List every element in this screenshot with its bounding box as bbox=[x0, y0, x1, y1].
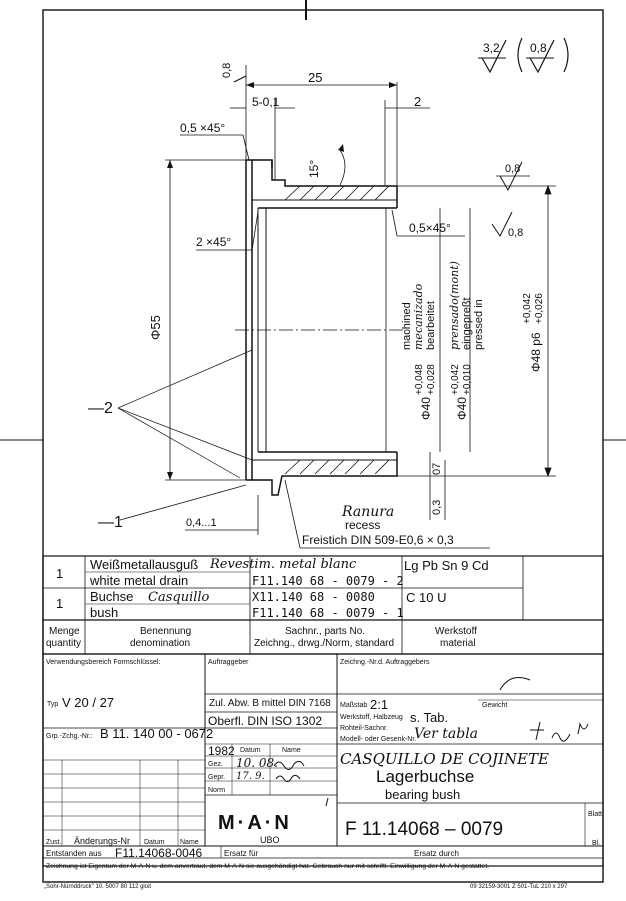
svg-text:Φ48 p6: Φ48 p6 bbox=[529, 332, 543, 372]
svg-text:Verwendungsbereich Formschlüs: Verwendungsbereich Formschlüssel: bbox=[46, 659, 161, 666]
bore-note-machined bbox=[401, 283, 437, 420]
svg-text:Freistich DIN 509-E0,6 × 0,3: Freistich DIN 509-E0,6 × 0,3 bbox=[302, 533, 454, 547]
svg-text:0,8: 0,8 bbox=[530, 41, 547, 55]
svg-text:1: 1 bbox=[56, 566, 64, 581]
svg-text:Datum: Datum bbox=[144, 839, 165, 846]
svg-text:C 10 U: C 10 U bbox=[406, 590, 447, 605]
svg-text:F11.14068-0046: F11.14068-0046 bbox=[115, 846, 203, 860]
svg-text:+0,028: +0,028 bbox=[426, 364, 437, 395]
material-block bbox=[340, 678, 603, 802]
svg-text:—1: —1 bbox=[98, 514, 123, 531]
chamfer-right-note bbox=[392, 210, 465, 236]
svg-text:bearbeitet: bearbeitet bbox=[425, 301, 437, 350]
title-spanish: CASQUILLO DE COJINETE bbox=[340, 750, 549, 768]
svg-text:Zeichng.-Nr.d. Auftraggebers: Zeichng.-Nr.d. Auftraggebers bbox=[340, 659, 430, 666]
svg-text:Sachnr., parts No.: Sachnr., parts No. bbox=[285, 626, 366, 637]
svg-text:X11.140 68 - 0080: X11.140 68 - 0080 bbox=[252, 590, 375, 604]
parts-row-1 bbox=[56, 557, 489, 588]
svg-text:F11.140 68 - 0079 - 1: F11.140 68 - 0079 - 1 bbox=[252, 606, 404, 620]
parts-row-2 bbox=[56, 589, 446, 620]
svg-text:Datum: Datum bbox=[240, 747, 261, 754]
dimension-length bbox=[246, 65, 397, 185]
svg-text:eingepreßt: eingepreßt bbox=[461, 297, 473, 350]
svg-text:Ranura: Ranura bbox=[342, 504, 395, 520]
svg-text:+0,042: +0,042 bbox=[522, 293, 533, 324]
recess-note bbox=[285, 480, 490, 548]
svg-text:+0,010: +0,010 bbox=[462, 364, 473, 395]
surface-symbol-general bbox=[478, 38, 568, 72]
svg-text:0,8: 0,8 bbox=[505, 163, 521, 175]
svg-text:2:1: 2:1 bbox=[370, 697, 389, 712]
dimension-flange-diameter bbox=[148, 160, 246, 480]
svg-text:Weißmetallausguß: Weißmetallausguß bbox=[90, 557, 199, 572]
title-german: Lagerbuchse bbox=[376, 767, 475, 786]
svg-text:Φ40: Φ40 bbox=[419, 397, 433, 420]
bush-section-view bbox=[246, 160, 397, 495]
svg-text:Werkstoff, Halbzeug: Werkstoff, Halbzeug bbox=[340, 714, 403, 721]
svg-text:07: 07 bbox=[431, 462, 443, 475]
svg-text:Modell- oder Gesenk-Nr.: Modell- oder Gesenk-Nr. bbox=[340, 736, 417, 743]
svg-text:Revestim. metal blanc: Revestim. metal blanc bbox=[210, 557, 357, 572]
svg-text:Ersatz durch: Ersatz durch bbox=[414, 849, 459, 858]
svg-text:1982: 1982 bbox=[208, 744, 235, 758]
parts-list-header bbox=[46, 626, 477, 649]
svg-text:Oberfl. DIN ISO 1302: Oberfl. DIN ISO 1302 bbox=[208, 714, 323, 728]
svg-text:10. 08.: 10. 08. bbox=[236, 756, 278, 770]
svg-text:V 20 / 27: V 20 / 27 bbox=[62, 695, 115, 710]
svg-text:B 11. 140 00 - 0672: B 11. 140 00 - 0672 bbox=[100, 726, 214, 741]
angle-annotation bbox=[307, 144, 345, 185]
dim-flange-thickness-label: 5-0,1 bbox=[252, 95, 280, 109]
svg-text:Rohteil-Sachnr.: Rohteil-Sachnr. bbox=[340, 725, 388, 732]
svg-text:Buchse: Buchse bbox=[90, 589, 134, 604]
svg-text:Name: Name bbox=[180, 839, 199, 846]
svg-text:F11.140 68 - 0079 - 2: F11.140 68 - 0079 - 2 bbox=[252, 574, 404, 588]
svg-text:15°: 15° bbox=[307, 159, 321, 178]
svg-text:prensado(mont): prensado(mont) bbox=[448, 261, 461, 350]
svg-text:Zust.: Zust. bbox=[46, 839, 62, 846]
footer-left: „Sohr-Nürnddruck" 10. 5007 80 112 gloit bbox=[44, 884, 152, 890]
change-list-labels bbox=[46, 836, 199, 846]
svg-text:Gewicht: Gewicht bbox=[482, 702, 508, 709]
svg-text:Änderungs-Nr: Änderungs-Nr bbox=[74, 836, 131, 846]
title-english: bearing bush bbox=[385, 787, 461, 802]
svg-text:pressed in: pressed in bbox=[473, 299, 485, 350]
svg-text:Ersatz für: Ersatz für bbox=[224, 849, 259, 858]
sheet-count-label: Bl. bbox=[592, 840, 601, 847]
footer-right: 09 32159-3001 Z 501-TuL 210 x 297 bbox=[470, 884, 568, 890]
dim-length-label: 25 bbox=[308, 70, 323, 85]
svg-text:Menge: Menge bbox=[49, 626, 80, 637]
svg-text:Typ: Typ bbox=[47, 701, 59, 708]
svg-text:Entstanden aus: Entstanden aus bbox=[46, 849, 102, 858]
chamfer-inner-left-note bbox=[196, 212, 258, 250]
svg-text:0,8: 0,8 bbox=[508, 227, 524, 239]
svg-text:+0,042: +0,042 bbox=[450, 364, 461, 395]
dim-edge-right-label: 2 bbox=[414, 94, 422, 109]
svg-text:Gez.: Gez. bbox=[208, 761, 223, 768]
svg-text:material: material bbox=[440, 638, 476, 649]
svg-text:Casquillo: Casquillo bbox=[148, 590, 210, 605]
svg-text:Φ40: Φ40 bbox=[455, 397, 469, 420]
dimension-edge-right bbox=[385, 94, 430, 185]
svg-text:Werkstoff: Werkstoff bbox=[435, 626, 477, 637]
sheet-label: Blatt bbox=[588, 811, 603, 818]
svg-text:2 ×45°: 2 ×45° bbox=[196, 235, 232, 249]
svg-text:mecanizado: mecanizado bbox=[412, 283, 425, 350]
svg-text:recess: recess bbox=[345, 518, 381, 532]
svg-text:1: 1 bbox=[56, 596, 64, 611]
drawing-number: F 11.14068 – 0079 bbox=[345, 819, 504, 840]
svg-text:Gepr.: Gepr. bbox=[208, 774, 226, 781]
dimension-flange-thickness bbox=[230, 95, 295, 180]
man-logo bbox=[218, 812, 292, 845]
svg-text:—2: —2 bbox=[88, 400, 113, 417]
surface-symbol-bore bbox=[492, 212, 523, 239]
svg-text:0,3: 0,3 bbox=[431, 499, 443, 515]
svg-text:Norm: Norm bbox=[208, 787, 226, 794]
svg-text:Grp.-Zchg.-Nr.:: Grp.-Zchg.-Nr.: bbox=[46, 733, 93, 740]
svg-text:+0,026: +0,026 bbox=[534, 293, 545, 324]
svg-text:Auftraggeber: Auftraggeber bbox=[208, 659, 249, 666]
ownership-notice: Zeichnung ist Eigentum der M·A·N u. dem anvertraut, dem M·A·N sie ausgehändigt hat. Gebrauch nur mit schriftl. Einwilligung der M·A·N gestattet. bbox=[46, 863, 490, 870]
svg-text:UBO: UBO bbox=[260, 835, 280, 845]
outer-diameter-note bbox=[522, 293, 545, 372]
recess-small-dims bbox=[430, 452, 445, 520]
svg-text:Name: Name bbox=[282, 747, 301, 754]
svg-text:Zul. Abw. B mittel DIN 7168: Zul. Abw. B mittel DIN 7168 bbox=[209, 698, 331, 709]
svg-text:Φ55: Φ55 bbox=[148, 315, 163, 340]
svg-text:+0,048: +0,048 bbox=[414, 364, 425, 395]
svg-text:0,5 ×45°: 0,5 ×45° bbox=[180, 121, 226, 135]
bore-note-pressed bbox=[448, 261, 485, 420]
svg-text:white metal drain: white metal drain bbox=[90, 573, 189, 588]
svg-text:denomination: denomination bbox=[130, 638, 191, 649]
svg-text:Benennung: Benennung bbox=[140, 626, 192, 637]
svg-text:bush: bush bbox=[90, 605, 119, 620]
svg-text:Lg Pb Sn 9 Cd: Lg Pb Sn 9 Cd bbox=[404, 558, 489, 573]
svg-text:Ver tabla: Ver tabla bbox=[414, 726, 479, 742]
svg-text:3,2: 3,2 bbox=[483, 41, 500, 55]
chamfer-left-note bbox=[180, 121, 249, 160]
svg-text:17. 9.: 17. 9. bbox=[236, 771, 265, 782]
svg-text:Zeichng., drwg./Norm, standard: Zeichng., drwg./Norm, standard bbox=[254, 638, 395, 649]
svg-text:M·A·N: M·A·N bbox=[218, 812, 292, 834]
svg-text:0,5×45°: 0,5×45° bbox=[409, 221, 451, 235]
recess-width-dim bbox=[185, 495, 258, 535]
svg-text:0,4...1: 0,4...1 bbox=[186, 517, 217, 529]
svg-text:s. Tab.: s. Tab. bbox=[410, 710, 449, 725]
svg-text:machined: machined bbox=[401, 302, 413, 350]
svg-text:0,8: 0,8 bbox=[221, 62, 233, 78]
surface-symbol-flange-face bbox=[221, 63, 246, 82]
svg-text:Maßstab: Maßstab bbox=[340, 702, 368, 709]
svg-text:quantity: quantity bbox=[46, 638, 82, 649]
